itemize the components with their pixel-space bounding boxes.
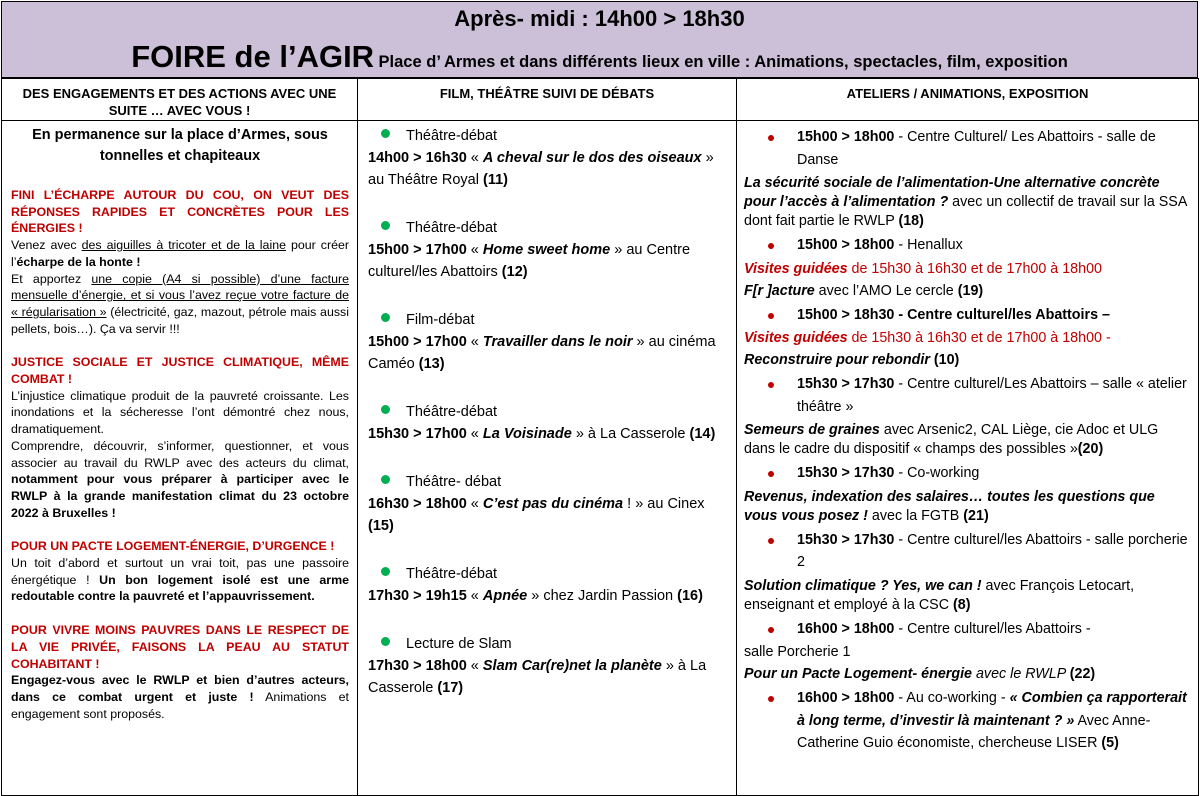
block-text: [11, 672, 349, 722]
text-run: » au cinéma Caméo: [368, 334, 716, 372]
time: 14h00 > 16h30: [368, 150, 467, 166]
event-type: [368, 217, 728, 239]
event-title: « Combien ça rapporterait à long terme, d’investir là maintenant ? »: [797, 690, 1187, 729]
place: - Centre culturel/les Abattoirs -: [894, 620, 1091, 637]
time: 15h00 > 17h00: [368, 242, 467, 258]
text-run: » à La Casserole: [368, 658, 707, 696]
time: 15h00 > 18h00: [797, 129, 895, 145]
event-type: [368, 633, 728, 655]
event-title: Slam Car(re)net la planète: [482, 658, 662, 674]
block-title: POUR UN PACTE LOGEMENT-ÉNERGIE, D’URGENCE !: [11, 539, 335, 554]
bullet-icon: [381, 129, 390, 138]
event-title: La sécurité sociale de l’alimentation-Une alternative concrète pour l’accès à l’alimentation ?: [744, 175, 1160, 210]
text-run: Et apportez: [11, 271, 92, 286]
location-item: [744, 234, 1192, 257]
event-number: (16): [677, 588, 703, 604]
visit-title: Visites guidées: [744, 260, 848, 277]
block-text: L’injustice climatique produit de la pauvreté croissante. Les inondations et la sécheresse l’ont démontré chez nous, dramatiquement.: [11, 388, 349, 437]
text-run: «: [466, 426, 483, 442]
block-echarpe: [11, 187, 349, 337]
event-title: F[r ]acture: [744, 282, 815, 299]
time: 15h00 > 18h30: [797, 306, 895, 323]
block-justice: [11, 354, 349, 521]
text-run: avec le RWLP: [972, 666, 1070, 682]
event-title: A cheval sur le dos des oiseaux: [482, 150, 702, 166]
guided-visits: [744, 329, 1192, 348]
event-title: Travailler dans le noir: [482, 334, 633, 350]
time: 17h30 > 18h00: [368, 658, 467, 674]
event-line: [368, 655, 728, 699]
header-banner: [1, 1, 1198, 78]
bullet-icon: [381, 313, 390, 322]
text-run: pour créer l’: [11, 238, 349, 269]
bullet-icon: [381, 637, 390, 646]
event-title: Solution climatique ? Yes, we can !: [744, 577, 982, 594]
event-desc: [744, 282, 1192, 301]
event-number: (18): [898, 213, 924, 229]
film-item: [368, 563, 728, 607]
event-desc: [744, 174, 1192, 231]
text-run: «: [466, 658, 483, 674]
bullet-icon: [768, 696, 774, 702]
event-line: [368, 493, 728, 537]
header-title-line: [2, 38, 1197, 82]
text-run: «: [466, 242, 483, 258]
event-desc: [744, 421, 1192, 459]
text-run: avec François Letocart, enseignant et employé à la CSC: [744, 577, 1135, 613]
film-item: [368, 309, 728, 375]
event-number: (20): [1077, 441, 1104, 457]
event-number: (10): [929, 352, 960, 368]
column-header-ateliers: ATELIERS / ANIMATIONS, EXPOSITION: [737, 79, 1198, 121]
bullet-icon: [381, 221, 390, 230]
event-line: [368, 331, 728, 375]
column-ateliers: [736, 78, 1199, 796]
event-title: Revenus, indexation des salaires… toutes les questions que vous vous posez !: [744, 488, 1155, 524]
text-run: Animations et engagement sont proposés.: [11, 689, 349, 721]
text-run: » à La Casserole: [571, 426, 690, 442]
event-title: Reconstruire pour rebondir: [744, 352, 930, 368]
event-title: Pour un Pacte Logement- énergie: [744, 666, 972, 682]
time: 16h30 > 18h00: [368, 496, 467, 512]
location-item: [744, 462, 1192, 485]
location-item: [744, 373, 1192, 418]
block-pacte: [11, 538, 349, 605]
bullet-icon: [381, 567, 390, 576]
text-run: notamment pour vous préparer à participer avec le RWLP à la grande manifestation climat du 23 octobre 2022 à Bruxelles !: [11, 472, 349, 520]
page-title: FOIRE de l’AGIR: [131, 39, 375, 74]
bullet-icon: [768, 538, 774, 544]
time: 15h00 > 17h00: [368, 334, 467, 350]
event-number: (14): [689, 426, 716, 442]
text-run: avec la FGTB: [867, 507, 964, 524]
text-run: des aiguilles à tricoter et de la laine: [81, 238, 286, 253]
text-run: écharpe de la honte !: [16, 254, 141, 269]
text-run: Engagez-vous avec le RWLP et bien d’autres acteurs, dans ce combat urgent et juste !: [11, 673, 349, 704]
event-title: Apnée: [482, 588, 528, 604]
column-engagements: [1, 78, 358, 796]
text-run: ! » au Cinex: [623, 496, 705, 512]
film-item: [368, 401, 728, 445]
location-item: [744, 687, 1192, 755]
time: 15h30 > 17h30: [797, 376, 895, 392]
guided-visits: [744, 260, 1192, 279]
film-item: [368, 217, 728, 283]
text-run: Venez avec: [11, 238, 82, 253]
block-text: [11, 438, 349, 522]
text-run: «: [466, 588, 483, 604]
schedule-time: Après- midi : 14h00 > 18h30: [454, 6, 745, 31]
bullet-icon: [381, 475, 390, 484]
text-run: avec Arsenic2, CAL Liège, cie Adoc et ULG dans le cadre du dispositif « champs des possibles »: [744, 422, 1159, 457]
engagements-body: [2, 121, 357, 722]
place: - Henallux: [894, 237, 963, 253]
intro-text: En permanence sur la place d’Armes, sous tonnelles et chapiteaux: [32, 127, 328, 164]
event-line: [368, 585, 728, 607]
event-type-label: Théâtre-débat: [406, 128, 498, 144]
block-title: JUSTICE SOCIALE ET JUSTICE CLIMATIQUE, MÊME COMBAT !: [11, 355, 349, 387]
place: - Centre culturel/les Abattoirs - salle porcherie 2: [797, 531, 1188, 570]
location-item: [744, 304, 1192, 327]
text-run: «: [466, 150, 483, 166]
film-item: [368, 125, 728, 191]
event-number: (13): [418, 356, 445, 372]
text-run: (électricité, gaz, mazout, pétrole mais aussi pellets, bois…). Ça va servir !!!: [11, 304, 349, 336]
event-number: (11): [483, 172, 508, 188]
place: - Centre Culturel/ Les Abattoirs - salle de Danse: [797, 129, 1156, 168]
event-type-label: Théâtre-débat: [406, 566, 498, 582]
time: 17h30 > 19h15: [368, 588, 467, 604]
text-run: Un bon logement isolé est une arme redoutable contre la pauvreté et l’appauvrissement.: [11, 572, 350, 604]
event-type-label: Film-débat: [406, 312, 475, 328]
event-type-label: Lecture de Slam: [406, 636, 512, 652]
text-run: » au Centre culturel/les Abattoirs: [368, 242, 691, 280]
location-item: [744, 529, 1192, 574]
event-desc: [744, 488, 1192, 526]
text-run: Avec Anne-Catherine Guio économiste, chercheuse LISER: [797, 712, 1151, 751]
bullet-icon: [768, 135, 774, 141]
event-line: [368, 239, 728, 283]
event-line: [368, 147, 728, 191]
text-run: une copie (A4 si possible) d’une facture mensuelle d’énergie, et si vous l’avez reçue votre facture de « régularisation »: [11, 271, 350, 319]
text-run: «: [466, 334, 483, 350]
bullet-icon: [768, 471, 774, 477]
event-number: (22): [1069, 666, 1096, 682]
time: 15h00 > 18h00: [797, 237, 895, 253]
event-title: C’est pas du cinéma: [482, 496, 624, 512]
block-text: [11, 555, 349, 605]
bullet-icon: [768, 313, 774, 319]
time: 16h00 > 18h00: [797, 690, 895, 706]
text-run: » au Théâtre Royal: [368, 150, 714, 188]
bullet-icon: [381, 405, 390, 414]
location-item: [744, 618, 1192, 641]
text-run: avec un collectif de travail sur la SSA dont fait partie le RWLP: [744, 194, 1187, 229]
block-title: FINI L’ÉCHARPE AUTOUR DU COU, ON VEUT DES RÉPONSES RAPIDES ET CONCRÈTES POUR LES ÉNERGIES !: [11, 188, 349, 236]
bullet-icon: [768, 382, 774, 388]
event-type: [368, 125, 728, 147]
column-header-films: FILM, THÉÂTRE SUIVI DE DÉBATS: [358, 79, 736, 121]
text-run: de 15h30 à 16h30 et de 17h00 à 18h00 -: [847, 330, 1111, 346]
event-title: Semeurs de graines: [744, 422, 880, 438]
visit-title: Visites guidées: [744, 330, 848, 346]
bullet-icon: [768, 243, 774, 249]
location-item: [744, 126, 1192, 171]
film-item: [368, 471, 728, 537]
page-subtitle: Place d’ Armes et dans différents lieux en ville : Animations, spectacles, film, exposition: [378, 53, 1068, 71]
column-films: [357, 78, 737, 796]
place: - Centre culturel/Les Abattoirs – salle « atelier théâtre »: [797, 376, 1187, 415]
place: - Au co-working -: [894, 690, 1010, 706]
block-title: POUR VIVRE MOINS PAUVRES DANS LE RESPECT DE LA VIE PRIVÉE, FAISONS LA PEAU AU STATUT COHABITANT !: [11, 623, 349, 671]
bullet-icon: [768, 627, 774, 633]
event-type-label: Théâtre-débat: [406, 220, 498, 236]
time: 15h30 > 17h30: [797, 465, 895, 481]
event-title: La Voisinade: [482, 426, 572, 442]
text-run: de 15h30 à 16h30 et de 17h00 à 18h00: [847, 260, 1102, 277]
event-number: (5): [1101, 735, 1119, 751]
ateliers-body: [737, 121, 1198, 755]
block-text: [11, 237, 349, 270]
text-run: «: [466, 496, 483, 512]
event-title: Home sweet home: [482, 242, 611, 258]
event-desc: [744, 577, 1192, 615]
event-type: [368, 563, 728, 585]
event-type-label: Théâtre- débat: [406, 474, 502, 490]
text-run: Comprendre, découvrir, s’informer, questionner, et vous associer au travail du RWLP avec des acteurs du climat,: [11, 438, 349, 470]
event-type: [368, 471, 728, 493]
event-number: (17): [437, 680, 464, 696]
event-number: (15): [368, 518, 394, 534]
text-run: avec l’AMO Le cercle: [814, 282, 958, 299]
text-run: » chez Jardin Passion: [527, 588, 678, 604]
event-desc: [744, 351, 1192, 370]
film-item: [368, 633, 728, 699]
time: 16h00 > 18h00: [797, 620, 895, 637]
place-continuation: salle Porcherie 1: [744, 644, 851, 660]
event-desc: [744, 665, 1192, 684]
time: 15h30 > 17h00: [368, 426, 467, 442]
text-run: Un toit d’abord et surtout un vrai toit, pas une passoire énergétique !: [11, 556, 349, 587]
event-type-label: Théâtre-débat: [406, 404, 498, 420]
event-type: [368, 401, 728, 423]
time: 15h30 > 17h30: [797, 531, 895, 548]
block-text: [11, 271, 349, 338]
event-number: (19): [957, 282, 984, 299]
column-header-engagements: DES ENGAGEMENTS ET DES ACTIONS AVEC UNE SUITE … AVEC VOUS !: [2, 79, 357, 121]
event-line: [368, 423, 728, 445]
event-number: (12): [501, 264, 528, 280]
block-cohabitant: [11, 622, 349, 722]
event-number: (21): [963, 507, 989, 524]
event-number: (8): [953, 596, 971, 613]
place: - Co-working: [894, 465, 980, 481]
event-type: [368, 309, 728, 331]
films-list: [358, 121, 736, 699]
place: - Centre culturel/les Abattoirs –: [894, 306, 1110, 323]
